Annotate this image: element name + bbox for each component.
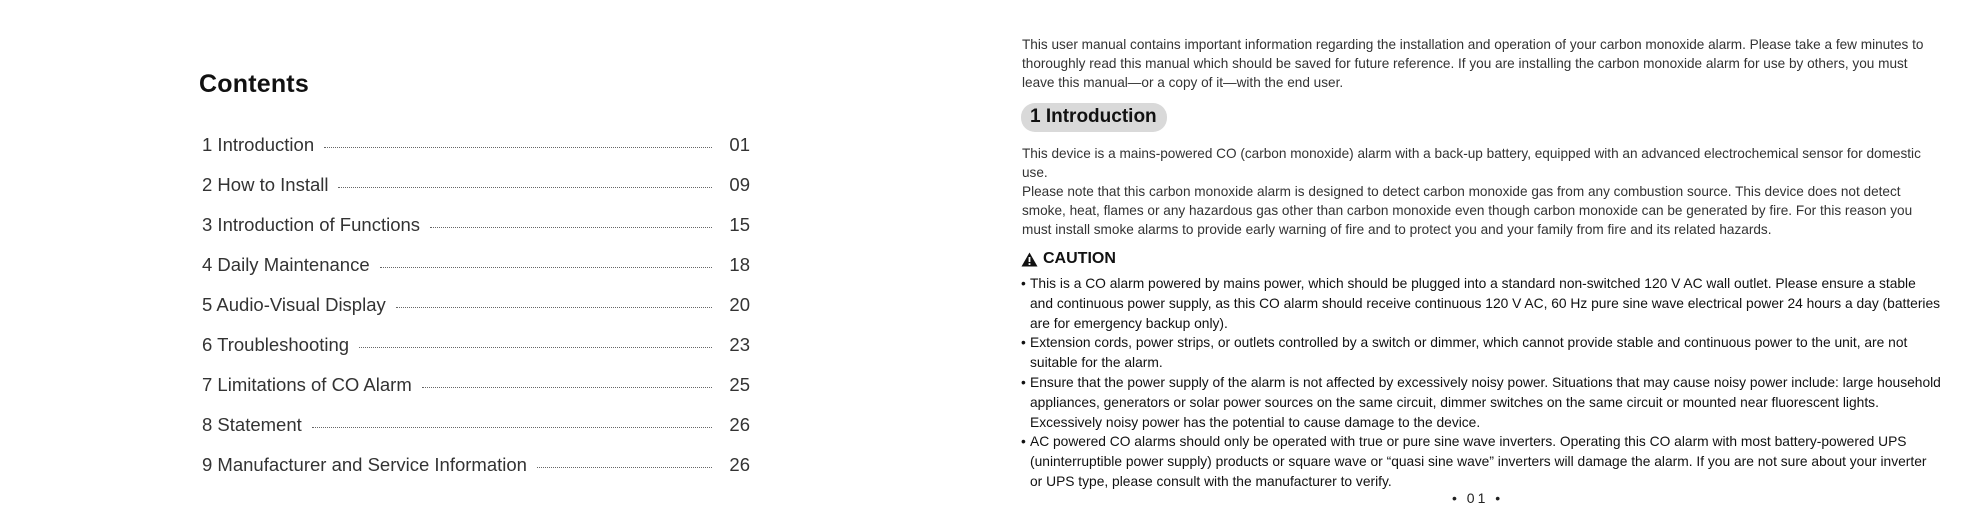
- toc-label: 5 Audio-Visual Display: [202, 294, 386, 315]
- bullet-text: AC powered CO alarms should only be operated with true or pure sine wave inverters. Operating this CO alarm with most battery-powered UPS (uninterruptible power supply) products or square wave or “quasi sine wave” inverters will damage the alarm. If you are not sure about your inverter or UPS type, please consult with the manufacturer to verify.: [1030, 434, 1927, 489]
- bullet-text: Ensure that the power supply of the alarm is not affected by excessively noisy power. Situations that may cause noisy power include: large household appliances, generators or solar power sources on the same circuit, dimmer switches on the same circuit or mounted near fluorescent lights. Excessively noisy power has the potential to cause damage to the device.: [1030, 374, 1941, 430]
- list-item: [1021, 432, 1941, 491]
- device-description: This device is a mains-powered CO (carbon monoxide) alarm with a back-up battery, equipped with an advanced electrochemical sensor for domestic use.: [1022, 146, 1921, 180]
- toc-page-number: 26: [729, 414, 750, 435]
- list-item: [1021, 274, 1941, 333]
- toc-row[interactable]: [202, 356, 750, 396]
- toc-leader-dots: [430, 226, 712, 228]
- toc-label: 4 Daily Maintenance: [202, 254, 370, 275]
- caution-heading: [1021, 250, 1116, 268]
- table-of-contents: [202, 116, 750, 476]
- toc-row[interactable]: [202, 116, 750, 156]
- list-item: [1021, 373, 1941, 432]
- bullet-text: Extension cords, power strips, or outlets controlled by a switch or dimmer, which cannot provide stable and continuous power to the unit, are not suitable for the alarm.: [1030, 335, 1908, 371]
- toc-page-number: 26: [729, 454, 750, 475]
- toc-leader-dots: [338, 186, 712, 188]
- toc-page-number: 18: [729, 254, 750, 275]
- toc-leader-dots: [537, 466, 712, 468]
- toc-leader-dots: [359, 346, 712, 348]
- toc-row[interactable]: [202, 196, 750, 236]
- toc-page-number: 01: [729, 134, 750, 155]
- toc-leader-dots: [324, 146, 712, 148]
- toc-page-number: 09: [729, 174, 750, 195]
- toc-page-number: 15: [729, 214, 750, 235]
- list-item: [1021, 333, 1941, 373]
- toc-page-number: 25: [729, 374, 750, 395]
- toc-label: 3 Introduction of Functions: [202, 214, 421, 235]
- caution-list: [1021, 274, 1941, 492]
- toc-label: 1 Introduction: [202, 134, 315, 155]
- detection-note: Please note that this carbon monoxide alarm is designed to detect carbon monoxide gas from any combustion source. This device does not detect smoke, heat, flames or any hazardous gas other than carbon monoxide even though carbon monoxide can be generated by fire. For this reason you must install smoke alarms to provide early warning of fire and to protect you and your family from fire and its related hazards.: [1022, 184, 1913, 237]
- toc-row[interactable]: [202, 316, 750, 356]
- bullet-marker: •: [1021, 335, 1026, 351]
- toc-label: 6 Troubleshooting: [202, 334, 350, 355]
- toc-row[interactable]: [202, 276, 750, 316]
- bullet-marker: •: [1021, 374, 1026, 390]
- caution-label: CAUTION: [1043, 250, 1116, 267]
- warning-triangle-icon: [1021, 252, 1038, 267]
- contents-title: Contents: [199, 70, 309, 98]
- toc-label: 7 Limitations of CO Alarm: [202, 374, 412, 395]
- toc-row[interactable]: [202, 396, 750, 436]
- bullet-marker: •: [1021, 434, 1026, 450]
- toc-page-number: 20: [729, 294, 750, 315]
- toc-row[interactable]: [202, 436, 750, 476]
- bullet-text: This is a CO alarm powered by mains power, which should be plugged into a standard non-switched 120 V AC wall outlet. Please ensure a stable and continuous power supply, as this CO alarm should receive continuous 120 V AC, 60 Hz pure sine wave electrical power 24 hours a day (batteries are for emergency backup only).: [1030, 276, 1941, 331]
- toc-row[interactable]: [202, 236, 750, 276]
- toc-label: 8 Statement: [202, 414, 302, 435]
- contents-page: [0, 0, 982, 529]
- toc-leader-dots: [422, 386, 712, 388]
- toc-label: 9 Manufacturer and Service Information: [202, 454, 527, 475]
- page-number: • 01 •: [1452, 490, 1504, 506]
- section-heading: 1 Introduction: [1021, 103, 1167, 132]
- toc-leader-dots: [312, 426, 712, 428]
- toc-row[interactable]: [202, 156, 750, 196]
- toc-leader-dots: [396, 306, 712, 308]
- intro-paragraph: This user manual contains important information regarding the installation and operation of your carbon monoxide alarm. Please take a few minutes to thoroughly read this manual which should be saved for future reference. If you are installing the carbon monoxide alarm for use by others, you must leave this manual—or a copy of it—with the end user.: [1022, 37, 1924, 90]
- toc-label: 2 How to Install: [202, 174, 329, 195]
- toc-leader-dots: [380, 266, 712, 268]
- bullet-marker: •: [1021, 276, 1026, 291]
- toc-page-number: 23: [729, 334, 750, 355]
